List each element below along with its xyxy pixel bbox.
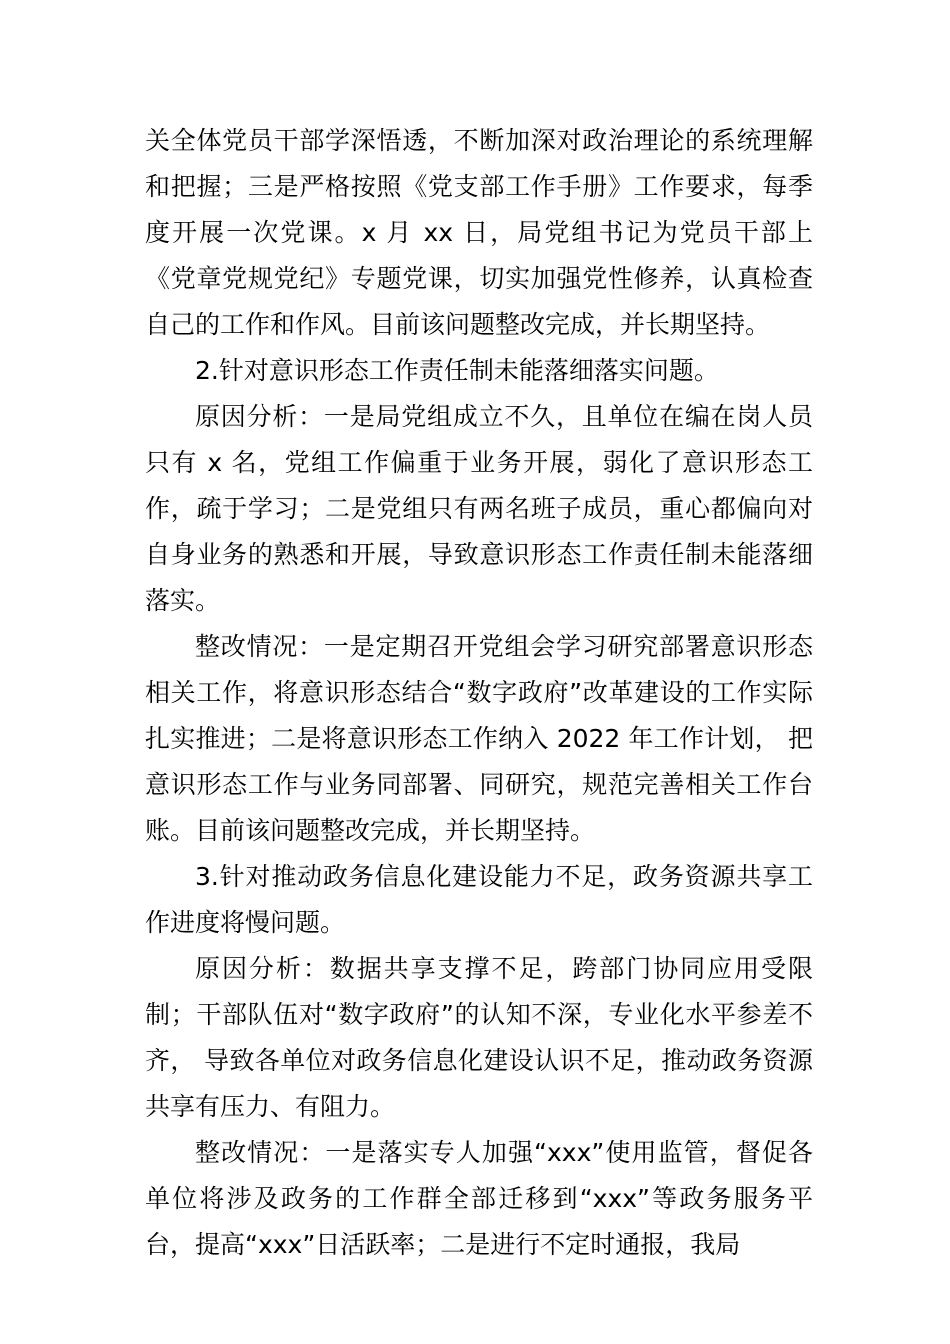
paragraph-7: 整改情况：一是落实专人加强“xxx”使用监管，督促各单位将涉及政务的工作群全部迁移到“xxx”等政务服务平台，提高“xxx”日活跃率；二是进行不定时通报，我局 [145,1138,813,1259]
paragraph-6: 原因分析：数据共享支撑不足，跨部门协同应用受限制；干部队伍对“数字政府”的认知不深，专业化水平参差不齐， 导致各单位对政务信息化建设认识不足，推动政务资源共享有压力、有阻力。 [145,954,813,1121]
paragraph-3: 原因分析：一是局党组成立不久，且单位在编在岗人员只有 x 名，党组工作偏重于业务开展，弱化了意识形态工作，疏于学习；二是党组只有两名班子成员，重心都偏向对自身业务的熟悉和开展，导致意识形态工作责任制未能落细落实。 [145,402,813,615]
document-body [145,118,813,1268]
paragraph-2: 2.针对意识形态工作责任制未能落细落实问题。 [195,356,719,385]
paragraph-4: 整改情况：一是定期召开党组会学习研究部署意识形态相关工作，将意识形态结合“数字政府”改革建设的工作实际扎实推进；二是将意识形态工作纳入 2022 年工作计划， 把意识形态工作与业务同部署、同研究，规范完善相关工作台账。目前该问题整改完成，并长期坚持。 [145,632,813,845]
paragraph-5: 3.针对推动政务信息化建设能力不足，政务资源共享工作进度将慢问题。 [145,862,813,937]
paragraph-1: 关全体党员干部学深悟透，不断加深对政治理论的系统理解和把握；三是严格按照《党支部工作手册》工作要求，每季度开展一次党课。x 月 xx 日，局党组书记为党员干部上《党章党规党纪》专题党课，切实加强党性修养，认真检查自己的工作和作风。目前该问题整改完成，并长期坚持。 [145,126,813,339]
